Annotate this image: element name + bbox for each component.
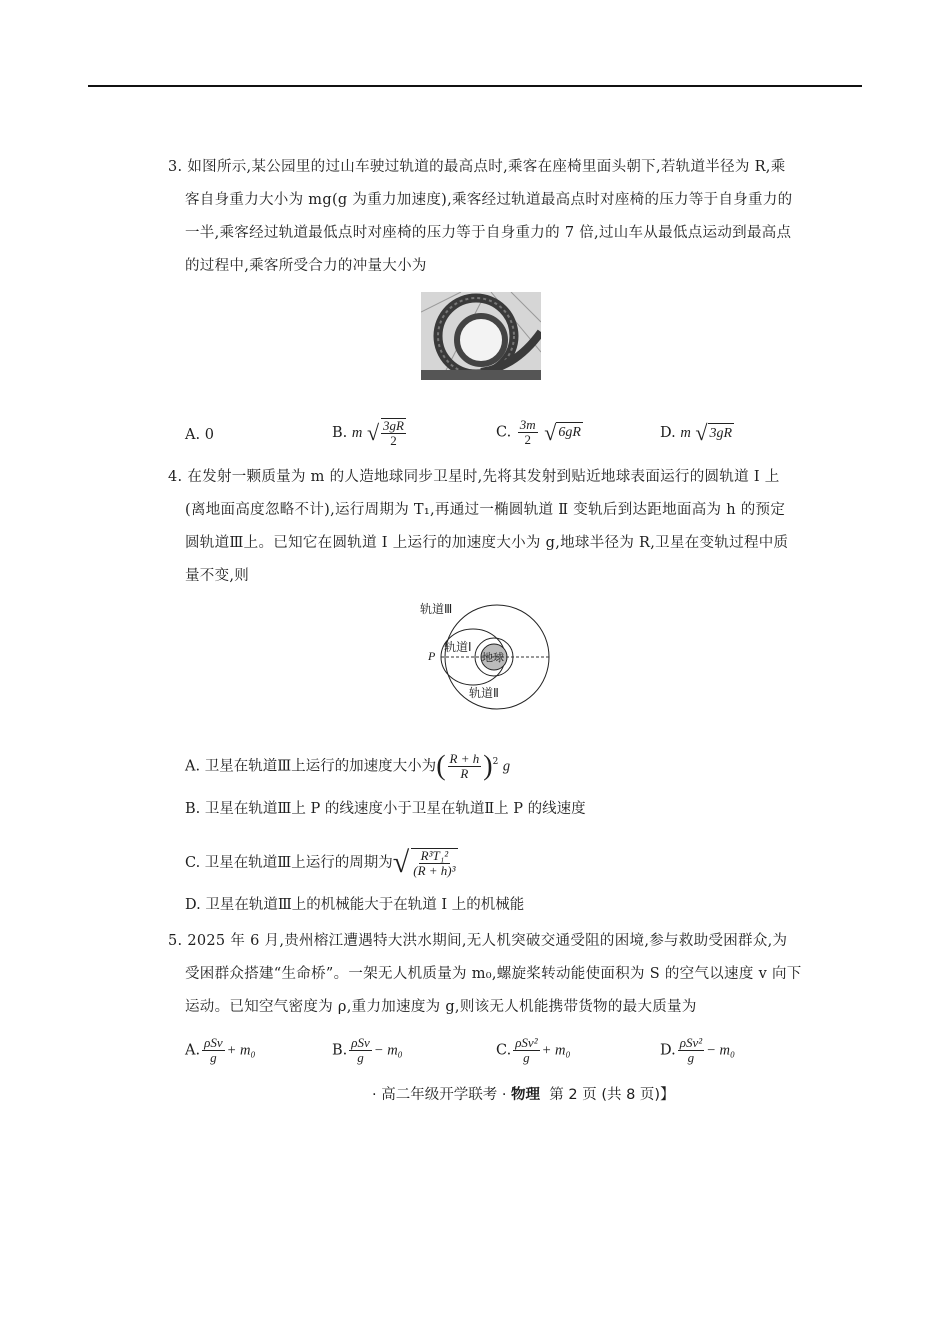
option-b: B. $\frac{\text{ρSv}}{g}$ − m₀ — [332, 1035, 403, 1065]
question-number: 3. — [168, 159, 183, 175]
question-text-line: 客自身重力大小为 mg(g 为重力加速度),乘客经过轨道最高点时对座椅的压力等于自身重力的 — [185, 192, 793, 208]
question-text-line: 圆轨道Ⅲ上。已知它在圆轨道 Ⅰ 上运行的加速度大小为 g,地球半径为 R,卫星在变轨过程中质 — [185, 535, 789, 551]
question-number: 5. — [168, 933, 183, 949]
orbit-1-label: 轨道Ⅰ — [444, 640, 472, 654]
orbit-diagram — [412, 596, 562, 716]
option-b: B. m √ $\frac{3gR}{2}$ — [332, 418, 404, 448]
question-text-line: 一半,乘客经过轨道最低点时对座椅的压力等于自身重力的 7 倍,过山车从最低点运动到最高点 — [185, 225, 792, 241]
question-text-line: 运动。已知空气密度为 ρ,重力加速度为 g,则该无人机能携带货物的最大质量为 — [185, 999, 697, 1015]
roller-coaster-figure — [421, 292, 541, 380]
option-d: D. m √ 3gR — [660, 420, 733, 445]
option-c: C. $\frac{3m}{2}$ √ 6gR — [496, 417, 581, 447]
header-rule — [88, 85, 862, 87]
question-text-line: 量不变,则 — [185, 568, 250, 584]
page-footer: · 高二年级开学联考 · 物理 第 2 页 (共 8 页)】 — [372, 1087, 675, 1103]
question-text-line: 在发射一颗质量为 m 的人造地球同步卫星时,先将其发射到贴近地球表面运行的圆轨道 Ⅰ 上 — [187, 469, 780, 485]
option-b: B. 卫星在轨道Ⅲ上 P 的线速度小于卫星在轨道Ⅱ上 P 的线速度 — [185, 801, 586, 817]
orbit-2-label: 轨道Ⅱ — [469, 686, 499, 700]
option-a: A. $\frac{\text{ρSv}}{g}$ + m₀ — [185, 1035, 256, 1065]
option-d: D. $\frac{\text{ρSv²}}{g}$ − m₀ — [660, 1035, 736, 1065]
option-a: A. 卫星在轨道Ⅲ上运行的加速度大小为( $\frac{R + h}{R}$ )$^2$ g — [185, 750, 511, 782]
question-text-line: (离地面高度忽略不计),运行周期为 T₁,再通过一椭圆轨道 Ⅱ 变轨后到达距地面高为 h 的预定 — [185, 502, 786, 518]
question-number: 4. — [168, 469, 183, 485]
question-text-line: 的过程中,乘客所受合力的冲量大小为 — [185, 258, 427, 274]
question-text-line: 如图所示,某公园里的过山车驶过轨道的最高点时,乘客在座椅里面头朝下,若轨道半径为 R,乘 — [187, 159, 786, 175]
subject-label: 物理 — [511, 1087, 541, 1103]
question-text-line: 2025 年 6 月,贵州榕江遭遇特大洪水期间,无人机突破交通受阻的困境,参与救助受困群众,为 — [187, 933, 788, 949]
point-p-label: P — [428, 649, 436, 663]
option-c: C. $\frac{\text{ρSv²}}{g}$ + m₀ — [496, 1035, 571, 1065]
orbit-3-label: 轨道Ⅲ — [420, 602, 453, 616]
earth-label: 地球 — [482, 651, 504, 664]
option-a: A. 0 — [185, 427, 214, 443]
option-d: D. 卫星在轨道Ⅲ上的机械能大于在轨道 Ⅰ 上的机械能 — [185, 897, 525, 913]
question-text-line: 受困群众搭建“生命桥”。一架无人机质量为 m₀,螺旋桨转动能使面积为 S 的空气以速度 v 向下 — [185, 966, 802, 982]
option-c: C. 卫星在轨道Ⅲ上运行的周期为 √ $\frac{\text{R³T₁²}}{\text{(R + h)³}}$ — [185, 846, 456, 879]
